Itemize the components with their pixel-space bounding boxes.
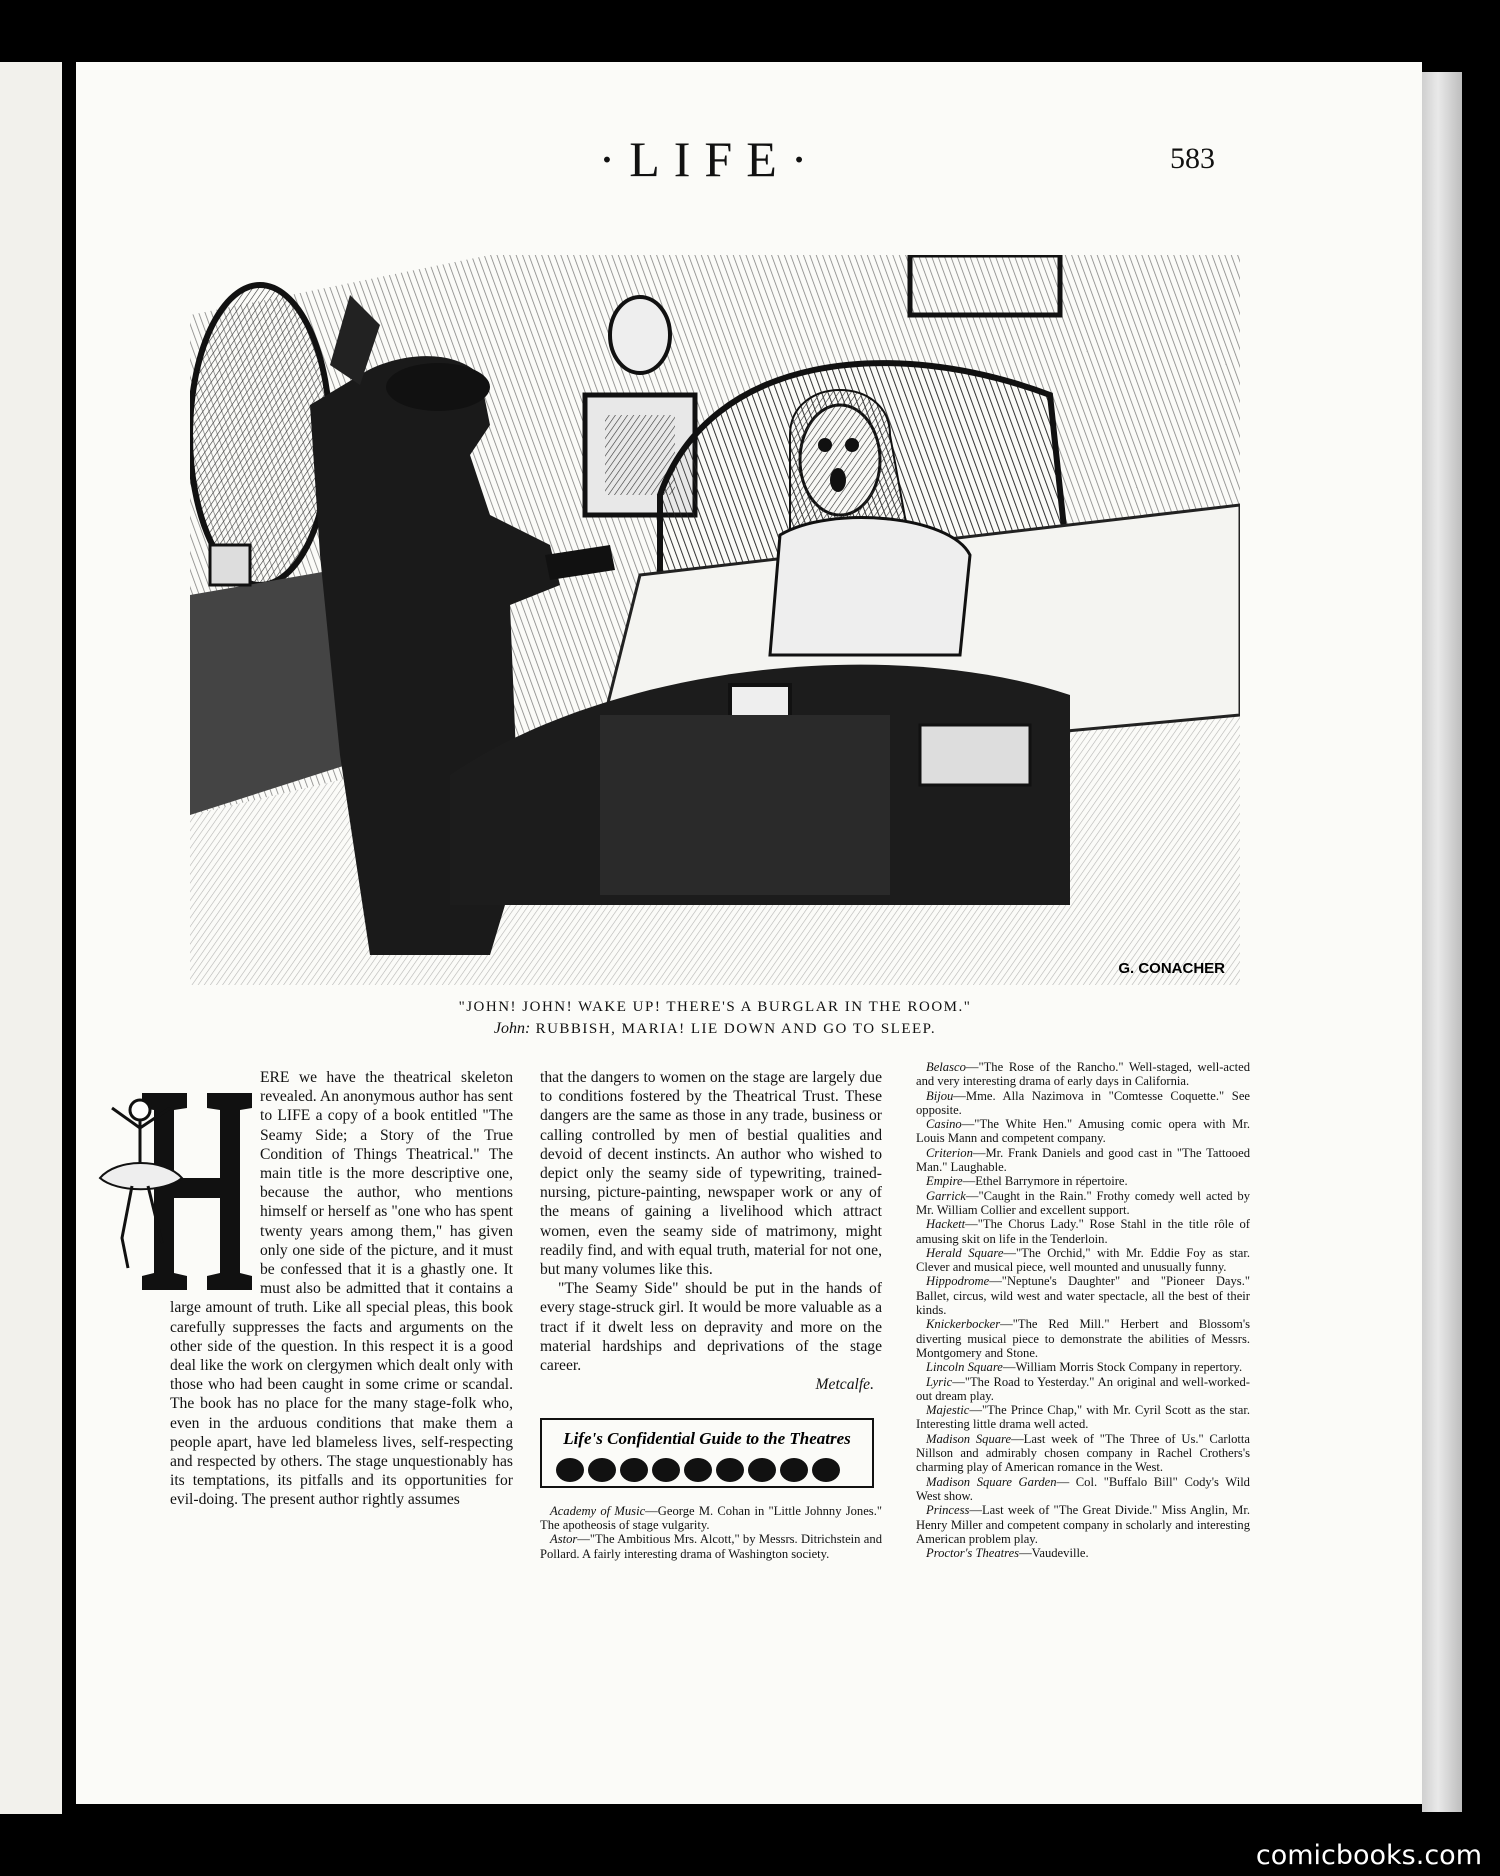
guide-entry: Herald Square—"The Orchid," with Mr. Eddie Foy as star. Clever and musical piece, well mounted and unusually funny. [916, 1245, 1250, 1275]
guide-entry: Lyric—"The Road to Yesterday." An original and well-worked-out dream play. [916, 1374, 1250, 1403]
masthead: ·LIFE· [598, 131, 822, 187]
dropcap-letter: H [197, 1228, 198, 1229]
guide-entry: Garrick—"Caught in the Rain." Frothy comedy well acted by Mr. William Collier and excellent support. [916, 1188, 1250, 1217]
guide-entry: Academy of Music—George M. Cohan in "Little Johnny Jones." The apotheosis of stage vulgarity. [540, 1503, 883, 1532]
article-body-col2-p2: "The Seamy Side" should be put in the hands of every stage-struck girl. It would be more valuable as a tract if it dwelt less on depravity and more on the material hardships and deprivations of the stage career. [540, 1280, 882, 1375]
site-watermark: comicbooks.com [1130, 1836, 1490, 1876]
guide-entry: Madison Square Garden— Col. "Buffalo Bill" Cody's Wild West show. [916, 1474, 1250, 1503]
guide-entries-col3 [916, 1060, 1250, 1560]
article-column-1 [170, 1068, 513, 1510]
page-number: 583 [1170, 142, 1215, 175]
guide-entry: Hackett—"The Chorus Lady." Rose Stahl in the title rôle of amusing skit on life in the Tenderloin. [916, 1217, 1250, 1246]
guide-entry: Bijou—Mme. Alla Nazimova in "Comtesse Coquette." See opposite. [916, 1088, 1250, 1117]
guide-entry: Proctor's Theatres—Vaudeville. [926, 1546, 1089, 1561]
caption-speaker: John: [493, 1020, 531, 1037]
guide-entry: Knickerbocker—"The Red Mill." Herbert and Blossom's diverting musical piece to demonstrate the abilities of Messrs. Montgomery and Stone. [916, 1317, 1250, 1360]
page-stack-edge [1422, 72, 1462, 1812]
article-body-col1: ERE we have the theatrical skeleton revealed. An anonymous author has sent to LIFE a copy of a book entitled "The Seamy Side; a Story of the True Condition of Things Theatrical." The main title is the more descriptive one, because the author, who mentions himself or herself as "one who has spent twenty years among them," has given only one side of the picture, and it must be confessed that it is a ghastly one. It must also be admitted that it contains a large amount of truth. Like all special pleas, this book carefully suppresses the facts and arguments on the other side of the question. In this respect it is a good deal like the work on clergymen which dealt only with those who had been caught in some crime or scandal. The book has no place for the many stage-folk who, even in the arduous conditions that make them a people apart, have led blameless lives, self-respecting and respected by others. The stage unquestionably has its temptations, its pitfalls and its opportunities for evil-doing. The present author rightly assumes [170, 1069, 513, 1509]
author-signature: Metcalfe. [815, 1376, 874, 1394]
theatre-guide-banner [540, 1418, 874, 1488]
guide-entry: Hippodrome—"Neptune's Daughter" and "Pioneer Days." Ballet, circus, wild west and water spectacle, all the best of their kinds. [916, 1274, 1250, 1318]
burglar-cartoon-illustration [190, 255, 1240, 985]
artist-signature: G. CONACHER [1118, 960, 1225, 977]
caption-line-1: "JOHN! JOHN! WAKE UP! THERE'S A BURGLAR IN THE ROOM." [458, 999, 972, 1015]
skeleton-dancer-dropcap [92, 1068, 252, 1296]
guide-entry: Belasco—"The Rose of the Rancho." Well-staged, well-acted and very interesting drama of early days in California. [916, 1060, 1250, 1089]
article-column-2 [540, 1068, 882, 1561]
guide-entry: Princess—Last week of "The Great Divide." Miss Anglin, Mr. Henry Miller and competent company in scholarly and interesting American problem play. [916, 1503, 1250, 1546]
article-body-col2-p1: that the dangers to women on the stage are largely due to conditions fostered by the Theatrical Trust. These dangers are the same as those in any trade, business or calling controlled by men of bestial qualities and devoid of decent instincts. An author who wished to depict only the seamy side of typewriting, trained-nursing, picture-painting, newspaper work or any of the means of gaining a livelihood which attract women, even the seamy side of matrimony, might readily find, and with equal truth, material for not one, but many volumes like this. [540, 1069, 882, 1279]
caption-line-2 [190, 1018, 1240, 1040]
guide-banner-title: Life's Confidential Guide to the Theatres [563, 1429, 851, 1449]
guide-entry: Criterion—Mr. Frank Daniels and good cast in "The Tattooed Man." Laughable. [916, 1145, 1250, 1175]
guide-entry: Astor—"The Ambitious Mrs. Alcott," by Messrs. Ditrichstein and Pollard. A fairly interesting drama of Washington society. [540, 1532, 882, 1561]
adjacent-page-edge [0, 62, 62, 1814]
guide-entry: Empire—Ethel Barrymore in répertoire. [926, 1174, 1128, 1189]
cartoon-caption [190, 996, 1240, 1040]
caption-reply: RUBBISH, MARIA! LIE DOWN AND GO TO SLEEP. [535, 1021, 937, 1037]
guide-entry: Majestic—"The Prince Chap," with Mr. Cyril Scott as the star. Interesting little drama well acted. [916, 1403, 1250, 1432]
guide-entries-col2 [540, 1504, 882, 1561]
guide-entry: Casino—"The White Hen." Amusing comic opera with Mr. Louis Mann and competent company. [916, 1117, 1250, 1146]
guide-entry: Madison Square—Last week of "The Three of Us." Carlotta Nillson and admirably chosen company in Rachel Crothers's charming play of American romance in the West. [916, 1431, 1250, 1475]
guide-entry: Lincoln Square—William Morris Stock Company in repertory. [926, 1360, 1243, 1375]
